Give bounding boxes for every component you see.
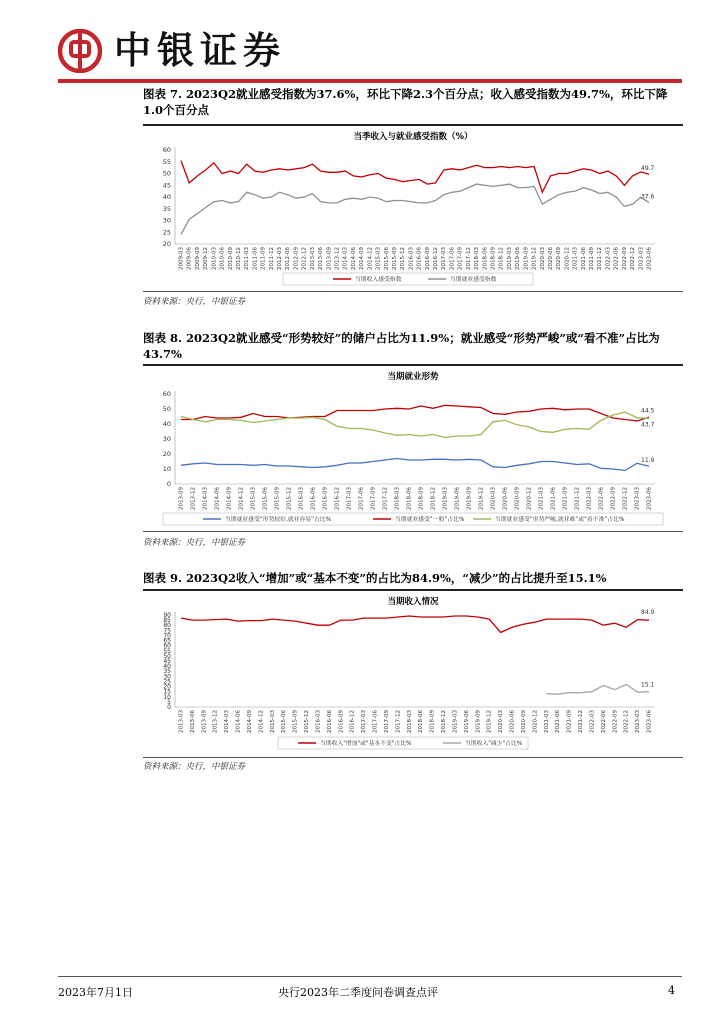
x-tick-label: 2021-09 (589, 247, 596, 270)
y-tick-label: 25 (163, 678, 171, 686)
legend-item (473, 515, 625, 523)
legend-label: 当期就业感受指数 (450, 277, 497, 283)
figure-7-bottom-rule (143, 291, 683, 292)
x-tick-label: 2013-12 (212, 710, 219, 733)
y-axis (163, 146, 175, 248)
x-tick-label: 2014-03 (342, 247, 349, 270)
x-tick-label: 2019-06 (454, 487, 461, 510)
y-tick-label: 20 (162, 450, 171, 458)
x-tick-label: 2016-12 (433, 247, 440, 270)
x-tick-label: 2016-06 (416, 247, 423, 270)
y-tick-label: 30 (163, 673, 171, 681)
legend-label: 当期就业感受“一般”占比% (395, 517, 465, 523)
y-tick-label: 40 (162, 420, 171, 428)
x-tick-label: 2013-03 (178, 710, 185, 733)
y-tick-label: 50 (163, 652, 171, 660)
y-tick-label: 60 (162, 146, 171, 154)
x-tick-label: 2018-12 (430, 487, 437, 510)
x-tick-label: 2022-03 (586, 487, 593, 510)
x-tick-label: 2016-09 (338, 710, 345, 733)
x-tick-label: 2023-03 (635, 710, 642, 733)
x-tick-label: 2014-03 (224, 710, 231, 733)
x-tick-label: 2018-03 (474, 247, 481, 270)
y-tick-label: 60 (163, 642, 171, 650)
y-tick-label: 45 (163, 658, 171, 665)
legend-label: 当期就业感受“形势严峻,就业难”或“看不准”占比% (495, 517, 625, 523)
x-tick-label: 2015-06 (383, 247, 390, 270)
series-line-0 (181, 616, 649, 632)
data-label: 15.1 (641, 681, 655, 689)
x-tick-label: 2020-09 (514, 487, 521, 510)
x-tick-label: 2009-06 (186, 247, 193, 270)
chart-title: 当期收入情况 (387, 597, 439, 607)
figure-9-bottom-rule (143, 757, 683, 758)
chart-title: 当期就业形势 (387, 372, 439, 382)
x-tick-label: 2013-06 (189, 710, 196, 733)
x-tick-label: 2015-09 (292, 710, 299, 733)
x-tick-label: 2018-09 (490, 247, 497, 270)
x-tick-label: 2022-03 (605, 247, 612, 270)
x-tick-label: 2014-09 (359, 247, 366, 270)
figure-7-source: 资料来源：央行，中银证券 (143, 297, 246, 307)
bank-logo-icon (58, 29, 102, 73)
x-tick-label: 2020-06 (502, 487, 509, 510)
x-tick-label: 2018-06 (482, 247, 489, 270)
x-tick-label: 2019-09 (523, 247, 530, 270)
y-tick-label: 30 (162, 216, 171, 225)
x-tick-label: 2011-12 (268, 247, 275, 270)
x-tick-label: 2017-06 (449, 247, 456, 270)
x-tick-label: 2022-09 (612, 710, 619, 733)
y-tick-label: 20 (163, 683, 171, 691)
x-tick-label: 2017-09 (370, 487, 377, 510)
y-tick-label: 50 (162, 169, 171, 178)
x-tick-label: 2013-12 (334, 247, 341, 270)
x-tick-label: 2017-03 (346, 487, 353, 510)
x-tick-label: 2015-12 (286, 487, 293, 510)
y-tick-label: 85 (163, 617, 171, 625)
x-tick-label: 2014-12 (258, 710, 265, 733)
x-tick-label: 2014-06 (235, 710, 242, 733)
x-tick-label: 2013-06 (318, 247, 325, 270)
x-tick-label: 2019-03 (506, 247, 513, 270)
x-tick-label: 2015-12 (400, 247, 407, 270)
x-tick-label: 2023-06 (646, 487, 653, 510)
x-tick-label: 2018-09 (429, 710, 436, 733)
series-line-1 (181, 184, 649, 235)
x-tick-label: 2012-09 (293, 247, 300, 270)
x-tick-label: 2016-12 (334, 487, 341, 510)
y-tick-label: 80 (163, 622, 171, 630)
y-tick-label: 35 (163, 668, 171, 676)
x-tick-label: 2023-03 (638, 246, 645, 270)
figure-7-title: 图表 7. 2023Q2就业感受指数为37.6%，环比下降2.3个百分点；收入感受指数为49.7%，环比下降1.0个百分点 (143, 87, 668, 117)
figure-9-title: 图表 9. 2023Q2收入“增加”或“基本不变”的占比为84.9%，“减少”的占比提升至15.1% (143, 571, 607, 585)
y-tick-label: 55 (162, 157, 171, 166)
brand-name: 中银证券 (114, 28, 286, 72)
x-tick-label: 2013-03 (309, 247, 316, 270)
x-tick-label: 2022-09 (621, 247, 628, 270)
x-tick-label: 2018-03 (394, 487, 401, 510)
y-tick-label: 60 (162, 390, 171, 398)
footer-divider (58, 976, 682, 977)
x-tick-label: 2013-09 (326, 247, 333, 270)
header-divider (58, 79, 682, 83)
x-tick-label: 2010-12 (235, 247, 242, 270)
x-tick-label: 2022-06 (600, 710, 607, 733)
data-label: 11.9 (641, 457, 655, 465)
x-tick-label: 2014-06 (350, 247, 357, 270)
x-tick-label: 2017-09 (383, 710, 390, 733)
x-tick-label: 2017-12 (465, 247, 472, 270)
y-tick-label: 40 (163, 663, 171, 671)
x-tick-label: 2018-12 (441, 710, 448, 733)
x-tick-label: 2022-12 (622, 487, 629, 510)
x-tick-label: 2016-03 (315, 710, 322, 733)
x-tick-label: 2015-03 (250, 487, 257, 510)
x-tick-label: 2013-09 (201, 710, 208, 733)
x-tick-label: 2012-12 (301, 247, 308, 270)
x-tick-label: 2022-09 (610, 487, 617, 510)
x-tick-label: 2021-12 (578, 710, 585, 733)
x-tick-label: 2021-03 (543, 710, 550, 733)
x-tick-label: 2019-12 (531, 247, 538, 270)
x-tick-label: 2021-06 (580, 247, 587, 270)
y-tick-label: 15 (163, 688, 171, 696)
x-tick-label: 2017-03 (441, 247, 448, 270)
footer-doc-title: 央行2023年二季度问卷调查点评 (278, 986, 438, 999)
y-tick-label: 35 (162, 204, 171, 213)
x-tick-label: 2020-06 (509, 710, 516, 733)
y-axis (163, 390, 175, 488)
x-tick-label: 2009-12 (203, 247, 210, 270)
x-tick-label: 2023-03 (634, 487, 641, 510)
legend-label: 当期收入"减少"占比% (465, 741, 523, 747)
x-tick-label: 2021-12 (574, 487, 581, 510)
x-tick-label: 2021-03 (572, 247, 579, 270)
y-tick-label: 0 (166, 480, 171, 488)
x-tick-label: 2016-12 (349, 710, 356, 733)
y-tick-label: 0 (167, 704, 171, 711)
x-tick-label: 2010-03 (211, 247, 218, 270)
x-tick-label: 2011-06 (252, 247, 259, 270)
series-line-0 (181, 161, 649, 193)
x-tick-label: 2014-09 (246, 710, 253, 733)
x-tick-label: 2011-09 (260, 247, 267, 270)
data-label: 44.5 (641, 407, 655, 415)
data-label: 37.6 (641, 193, 655, 201)
y-tick-label: 55 (163, 647, 171, 655)
x-tick-label: 2016-06 (326, 710, 333, 733)
y-axis (163, 612, 175, 711)
y-tick-label: 10 (163, 693, 171, 701)
data-label: 49.7 (641, 165, 655, 173)
x-tick-label: 2021-06 (550, 487, 557, 510)
x-tick-label: 2022-06 (598, 487, 605, 510)
x-tick-label: 2016-03 (298, 487, 305, 510)
x-tick-label: 2019-12 (478, 487, 485, 510)
legend-label: 当期收入感受指数 (355, 277, 402, 283)
x-tick-label: 2020-03 (539, 247, 546, 270)
y-tick-label: 30 (162, 435, 171, 443)
x-axis-labels (179, 487, 653, 510)
y-tick-label: 75 (163, 627, 171, 635)
x-tick-label: 2020-09 (556, 247, 563, 270)
y-tick-label: 10 (162, 465, 171, 473)
figure-8-bottom-rule (143, 531, 683, 532)
legend-label: 当期就业感受“形势较好,就业容易”占比% (225, 517, 332, 523)
x-tick-label: 2019-09 (475, 710, 482, 733)
x-tick-label: 2020-03 (490, 487, 497, 510)
x-tick-label: 2021-03 (538, 487, 545, 510)
figure-9-source: 资料来源：央行，中银证券 (143, 762, 246, 772)
y-tick-label: 40 (162, 193, 171, 201)
x-tick-label: 2015-09 (391, 247, 398, 270)
x-tick-label: 2019-09 (466, 487, 473, 510)
x-tick-label: 2017-06 (358, 487, 365, 510)
x-tick-label: 2016-03 (408, 247, 415, 270)
x-tick-label: 2018-03 (406, 710, 413, 733)
x-tick-label: 2022-06 (613, 247, 620, 270)
x-tick-label: 2011-03 (244, 247, 251, 270)
series-line-0 (181, 459, 649, 471)
x-tick-label: 2013-12 (190, 487, 197, 510)
chart-title: 当季收入与就业感受指数（%） (353, 132, 473, 142)
x-tick-label: 2021-09 (562, 487, 569, 510)
figure-8-title: 图表 8. 2023Q2就业感受“形势较好”的储户占比为11.9%；就业感受“形势严峻”或“看不准”占比为43.7% (143, 331, 660, 361)
data-label: 84.9 (641, 609, 655, 617)
x-tick-label: 2014-12 (367, 247, 374, 270)
x-tick-label: 2009-03 (178, 247, 185, 270)
x-tick-label: 2020-06 (547, 247, 554, 270)
x-tick-label: 2020-12 (564, 247, 571, 270)
x-tick-label: 2020-03 (498, 710, 505, 733)
x-tick-label: 2016-09 (424, 247, 431, 270)
x-tick-label: 2017-03 (361, 710, 368, 733)
x-tick-label: 2019-12 (486, 710, 493, 733)
x-tick-label: 2010-06 (219, 247, 226, 270)
y-tick-label: 45 (162, 181, 171, 190)
x-tick-label: 2017-06 (372, 710, 379, 733)
x-tick-label: 2018-09 (418, 487, 425, 510)
x-axis-labels (179, 710, 653, 733)
x-tick-label: 2022-12 (630, 247, 637, 270)
figure-8-chart (143, 366, 683, 530)
x-tick-label: 2009-09 (194, 247, 201, 270)
data-label: 43.7 (641, 421, 655, 429)
x-tick-label: 2022-03 (589, 710, 596, 733)
x-tick-label: 2016-06 (310, 487, 317, 510)
footer-date: 2023年7月1日 (58, 986, 133, 999)
series-line-1 (181, 405, 649, 421)
x-tick-label: 2018-06 (418, 710, 425, 733)
y-tick-label: 65 (163, 637, 171, 645)
x-tick-label: 2017-09 (457, 247, 464, 270)
y-tick-label: 90 (163, 612, 171, 619)
series-line-2 (181, 412, 649, 438)
x-tick-label: 2023-06 (646, 710, 653, 733)
figure-7-chart (143, 126, 683, 290)
legend-label: 当期收入"增加"或"基本不变"占比% (320, 741, 412, 747)
y-tick-label: 20 (162, 240, 171, 248)
legend (278, 737, 528, 749)
x-tick-label: 2013-09 (178, 487, 185, 510)
x-tick-label: 2016-09 (322, 487, 329, 510)
x-tick-label: 2015-12 (304, 710, 311, 733)
x-tick-label: 2022-12 (623, 710, 630, 733)
legend (283, 273, 533, 285)
x-tick-label: 2019-06 (463, 710, 470, 733)
legend (163, 513, 663, 525)
figure-9-chart (143, 591, 683, 755)
x-tick-label: 2019-03 (442, 487, 449, 510)
y-tick-label: 5 (167, 698, 171, 706)
y-tick-label: 70 (163, 632, 171, 640)
x-tick-label: 2015-06 (281, 710, 288, 733)
x-tick-label: 2015-03 (375, 246, 382, 270)
x-tick-label: 2014-09 (226, 487, 233, 510)
x-tick-label: 2010-09 (227, 247, 234, 270)
series-line-1 (546, 685, 649, 695)
y-tick-label: 50 (162, 405, 171, 413)
x-tick-label: 2021-09 (566, 710, 573, 733)
page-number: 4 (668, 984, 675, 997)
x-tick-label: 2021-06 (555, 710, 562, 733)
x-tick-label: 2018-12 (498, 247, 505, 270)
x-tick-label: 2019-06 (515, 247, 522, 270)
x-tick-label: 2019-03 (452, 710, 459, 733)
x-tick-label: 2021-12 (597, 247, 604, 270)
x-axis-labels (179, 247, 653, 270)
x-tick-label: 2020-12 (526, 487, 533, 510)
x-tick-label: 2012-06 (285, 247, 292, 270)
x-tick-label: 2020-09 (520, 710, 527, 733)
x-tick-label: 2015-03 (269, 710, 276, 733)
x-tick-label: 2017-12 (395, 710, 402, 733)
x-tick-label: 2012-03 (277, 247, 284, 270)
figure-8-source: 资料来源：央行，中银证券 (143, 538, 246, 548)
x-tick-label: 2017-12 (382, 487, 389, 510)
x-tick-label: 2015-09 (274, 487, 281, 510)
y-tick-label: 25 (162, 228, 171, 237)
x-tick-label: 2020-12 (532, 710, 539, 733)
x-tick-label: 2015-06 (262, 487, 269, 510)
x-tick-label: 2014-06 (214, 487, 221, 510)
x-tick-label: 2014-12 (238, 487, 245, 510)
x-tick-label: 2023-06 (646, 247, 653, 270)
x-tick-label: 2014-03 (202, 487, 209, 510)
x-tick-label: 2018-06 (406, 487, 413, 510)
